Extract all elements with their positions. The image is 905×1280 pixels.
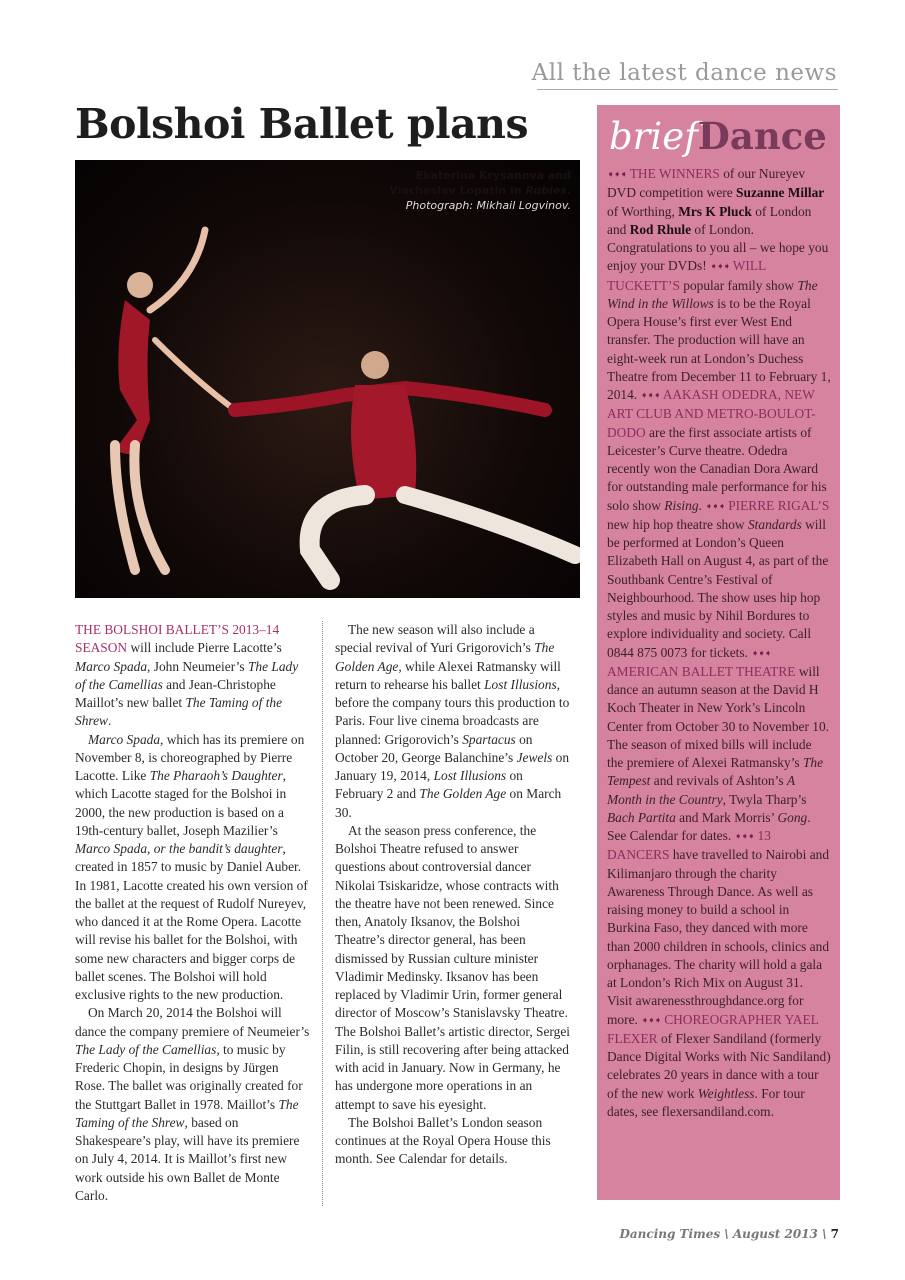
- arrows-icon: [751, 649, 771, 659]
- italic-title: The Tempest: [607, 755, 824, 789]
- text-run: on February 2 and: [335, 768, 523, 802]
- text-run: popular family show: [679, 277, 798, 293]
- kicker-rule: [537, 89, 838, 90]
- highlight-lead: THE WINNERS: [629, 166, 720, 181]
- photo-caption: [389, 168, 571, 213]
- text-run: will be performed at London’s Queen Elizabeth Hall on August 4, as part of the Southbank Centre’s Festival of Neighbourhood. The show uses hip hop styles and music by Nihil Bordures to explore individuality and society. Call 0844 875 0073 for tickets.: [607, 516, 829, 660]
- text-run: of London. Congratulations to you all – we hope you enjoy your DVDs!: [607, 221, 829, 274]
- arrows-icon: [641, 1016, 661, 1026]
- highlight-lead: CHOREOGRAPHER YAEL FLEXER: [607, 1011, 819, 1046]
- text-run: is to be the Royal Opera House’s first ever West End transfer. The production will have an eight-week run at London’s Duchess Theatre from December 11 to February 1, 2014.: [607, 295, 831, 402]
- text-run: are the first associate artists of Leicester’s Curve theatre. Odedra recently won the Canadian Dora Award for outstanding male performance for his solo show: [607, 424, 827, 513]
- text-run: and Mark Morris’: [675, 809, 778, 825]
- sidebar-body: [607, 165, 831, 1121]
- text-run: , created in 1857 to music by Daniel Auber. In 1981, Lacotte created his own version of the ballet at the request of Rudolf Nureyev, who danced it at the Rome Opera. Lacotte will revise his ballet for the Bolshoi, with some new characters and bigger corps de ballet scenes. The Bolshoi will hold exclusive rights to the new production.: [75, 841, 308, 1002]
- headline: Bolshoi Ballet plans: [75, 100, 529, 148]
- italic-title: The Taming of the Shrew: [75, 1096, 299, 1130]
- highlight-lead: AMERICAN BALLET THEATRE: [607, 663, 796, 679]
- arrows-icon: [640, 391, 660, 401]
- italic-title: Bach Partita: [607, 809, 676, 825]
- dancers-illustration: [75, 160, 580, 598]
- text-run: At the season press conference, the Bolshoi Theatre refused to answer questions about controversial dancer Nikolai Tsiskaridze, whose contracts with the theatre have not been renewed. Since then, Anatoly Iksanov, the Bolshoi Theatre’s director general, has been dismissed by Russian culture minister Vladimir Medinsky. Iksanov has been replaced by Vladimir Urin, former general director of Moscow’s Stanislavsky Theatre. The Bolshoi Ballet’s artistic director, Sergei Filin, is still recovering after being attacked with acid in January. Now in Germany, he has undergone more operations in an attempt to save his eyesight.: [335, 822, 570, 1112]
- arrows-icon: [705, 502, 725, 512]
- page-number: 7: [830, 1227, 839, 1241]
- article-paragraph: [335, 822, 570, 1114]
- italic-title: The Taming of the Shrew: [75, 695, 283, 729]
- article-paragraph: [335, 1114, 570, 1169]
- text-run: on January 19, 2014,: [335, 749, 570, 783]
- italic-title: The Lady of the Camellias: [75, 1041, 217, 1057]
- text-run: , Twyla Tharp’s: [722, 791, 807, 807]
- caption-names: Viacheslav Lopatin in: [389, 184, 526, 197]
- article-paragraph: [75, 621, 310, 731]
- bold-name: Suzanne Millar: [736, 185, 825, 201]
- text-run: of Worthing,: [607, 203, 679, 219]
- bold-name: Mrs K Pluck: [678, 203, 752, 219]
- sidebar-title-brief: brief: [609, 115, 698, 158]
- text-run: . For tour dates, see flexersandiland.com.: [607, 1085, 805, 1119]
- text-run: , which Lacotte staged for the Bolshoi in 2000, the new production is based on a 19th-century ballet, Joseph Mazilier’s: [75, 768, 287, 838]
- sidebar-title-dance: Dance: [697, 114, 827, 158]
- italic-title: The Lady of the Camellias: [75, 658, 299, 692]
- text-run: of London and: [607, 203, 812, 237]
- section-kicker: All the latest dance news: [531, 60, 837, 86]
- italic-title: Lost Illusions: [484, 676, 557, 692]
- dancers-photo: [75, 160, 580, 598]
- italic-title: Standards: [747, 516, 802, 532]
- italic-title: The Pharaoh’s Daughter: [149, 768, 283, 783]
- caption-line-2: [389, 183, 571, 198]
- text-run: new hip hop theatre show: [607, 516, 748, 532]
- italic-title: A Month in the Country: [607, 773, 795, 807]
- text-run: and revivals of Ashton’s: [650, 773, 787, 789]
- text-run: The Bolshoi Ballet’s London season continues at the Royal Opera House this month. See Calendar for details.: [335, 1114, 551, 1167]
- text-run: On March 20, 2014 the Bolshoi will dance the company premiere of Neumeier’s: [75, 1005, 310, 1039]
- caption-period: .: [566, 184, 571, 197]
- bold-name: Rod Rhule: [629, 221, 692, 237]
- caption-work: Rubies: [525, 184, 567, 197]
- text-run: , based on Shakespeare’s play, will have its premiere on July 4, 2014. It is Maillot’s first new work outside his own Ballet de Monte Carlo.: [75, 1114, 300, 1203]
- photo-credit: Photograph: Mikhail Logvinov.: [405, 199, 571, 212]
- page-footer: [619, 1227, 839, 1241]
- italic-title: Lost Illusions: [433, 768, 507, 783]
- text-run: , while Alexei Ratmansky will return to rehearse his ballet: [335, 658, 561, 692]
- italic-title: Marco Spada: [88, 731, 161, 747]
- italic-title: Marco Spada, or the bandit’s daughter: [75, 841, 283, 856]
- italic-title: The Golden Age: [419, 786, 507, 802]
- text-run: on March 30.: [335, 786, 562, 820]
- male-dancer: [235, 351, 575, 580]
- italic-title: Marco Spada: [75, 658, 148, 674]
- text-run: of our Nureyev DVD competition were: [607, 166, 806, 201]
- arrows-icon: [710, 262, 730, 272]
- brief-dance-sidebar: [597, 105, 840, 1200]
- italic-title: Weightless: [697, 1085, 755, 1101]
- highlight-lead: 13 DANCERS: [607, 828, 771, 863]
- italic-title: The Golden Age: [335, 640, 555, 674]
- text-run: The new season will also include a special revival of Yuri Grigorovich’s: [335, 622, 535, 656]
- italic-title: Gong: [777, 809, 808, 825]
- text-run: will include Pierre Lacotte’s: [130, 640, 282, 656]
- article-paragraph: [75, 731, 310, 1005]
- article-paragraph: [75, 1004, 310, 1205]
- italic-title: The Wind in the Willows: [607, 277, 818, 311]
- text-run: will dance an autumn season at the David H Koch Theater in New York’s Lincoln Center from October 30 to November 10. The season of mixed bills will include the premiere of Alexei Ratmansky’s: [607, 663, 829, 770]
- highlight-lead: AAKASH ODEDRA, NEW ART CLUB AND METRO-BOULOT-DODO: [607, 387, 816, 440]
- text-run: , before the company tours this production to Paris. Four live cinema broadcasts are planned: Grigorovich’s: [335, 676, 570, 747]
- text-run: have travelled to Nairobi and Kilimanjaro through the charity Awareness Through Dance. As well as raising money to build a school in Burkina Faso, they danced with more than 2000 children in schools, clinics and orphanages. The charity will hold a gala at London’s Rich Mix on August 31. Visit awarenessthroughdance.org for more.: [607, 847, 830, 1027]
- highlight-lead: THE BOLSHOI BALLET’S 2013–14 SEASON: [75, 622, 280, 656]
- arrows-icon: [735, 832, 755, 842]
- article-paragraph: [335, 621, 570, 822]
- footer-publication: Dancing Times \ August 2013 \: [619, 1227, 831, 1241]
- text-run: of Flexer Sandiland (formerly Dance Digital Works with Nic Sandiland) celebrates 20 years in dance with a tour of the new work: [607, 1030, 831, 1101]
- sidebar-title: [607, 115, 831, 159]
- italic-title: Rising: [664, 497, 699, 513]
- text-run: , John Neumeier’s: [147, 658, 248, 674]
- highlight-lead: PIERRE RIGAL’S: [728, 497, 830, 513]
- text-run: and Jean-Christophe Maillot’s new ballet: [75, 676, 276, 710]
- text-run: .: [107, 713, 112, 729]
- article-body: [75, 621, 570, 1206]
- caption-line-1: Ekaterina Krysanova and: [415, 169, 571, 182]
- text-run: .: [698, 497, 706, 513]
- italic-title: Jewels: [516, 749, 553, 765]
- arrows-icon: [607, 170, 627, 180]
- female-dancer: [115, 230, 235, 570]
- text-run: , which has its premiere on November 8, is choreographed by Pierre Lacotte. Like: [75, 731, 305, 783]
- text-run: . See Calendar for dates.: [607, 809, 811, 843]
- italic-title: Spartacus: [462, 731, 516, 747]
- highlight-lead: WILL TUCKETT’S: [607, 258, 766, 293]
- text-run: , to music by Frederic Chopin, in designs by Jürgen Rose. The ballet was originally created for the Stuttgart Ballet in 1978. Maillot’s: [75, 1041, 303, 1112]
- text-run: on October 20, George Balanchine’s: [335, 731, 533, 765]
